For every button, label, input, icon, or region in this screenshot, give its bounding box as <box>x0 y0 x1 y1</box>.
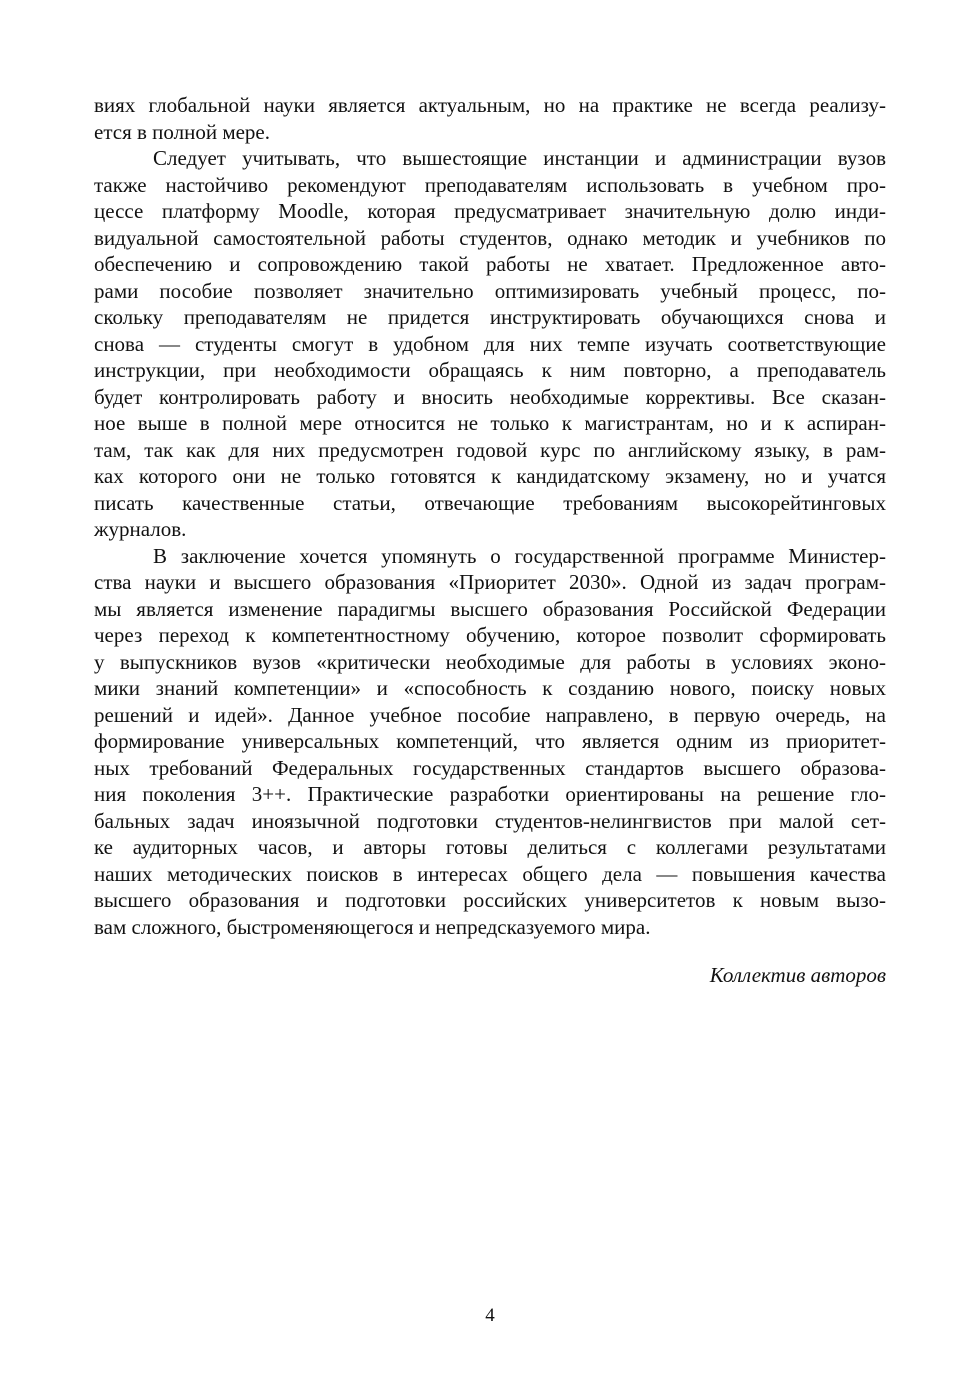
text-line: будет контролировать работу и вносить необходимые коррективы. Все сказан- <box>94 384 886 409</box>
text-line: инструкции, при необходимости обращаясь к ним повторно, а преподаватель <box>94 358 886 382</box>
text-line: ется в полной мере. <box>94 119 270 144</box>
paragraph-3 <box>94 543 886 941</box>
text-line: наших методических поисков в интересах общего дела — повышения качества <box>94 861 886 886</box>
text-line: мы является изменение парадигмы высшего образования Российской Федерации <box>94 596 886 621</box>
text-line: рами пособие позволяет значительно оптимизировать учебный процесс, по- <box>94 278 886 303</box>
text-line: формирование универсальных компетенций, что является одним из приоритет- <box>94 729 886 753</box>
text-line: журналов. <box>94 517 187 541</box>
page-number: 4 <box>485 1305 495 1326</box>
text-line: виях глобальной науки является актуальным, но на практике не всегда реализу- <box>94 93 886 117</box>
text-line: через переход к компетентностному обучению, которое позволит сформировать <box>94 623 886 647</box>
text-line: мики знаний компетенции» и «способность к созданию нового, поиску новых <box>94 676 886 700</box>
text-line: ния поколения 3++. Практические разработки ориентированы на решение гло- <box>94 782 886 806</box>
paragraph-2 <box>94 145 886 543</box>
text-line: ке аудиторных часов, и авторы готовы делиться с коллегами результатами <box>94 835 886 859</box>
text-line: видуальной самостоятельной работы студентов, однако методик и учебников по <box>94 225 886 250</box>
text-line: цессе платформу Moodle, которая предусматривает значительную долю инди- <box>94 199 886 223</box>
text-line: писать качественные статьи, отвечающие требованиям высокорейтинговых <box>94 490 886 515</box>
text-line: снова — студенты смогут в удобном для них темпе изучать соответствующие <box>94 331 886 356</box>
text-line: у выпускников вузов «критически необходимые для работы в условиях эконо- <box>94 649 886 674</box>
author-signature: Коллектив авторов <box>709 963 886 987</box>
text-line: также настойчиво рекомендуют преподавателям использовать в учебном про- <box>94 172 886 197</box>
text-line: бальных задач иноязычной подготовки студентов-нелингвистов при малой сет- <box>94 808 886 833</box>
text-line: решений и идей». Данное учебное пособие направлено, в первую очередь, на <box>94 702 886 727</box>
text-line: ное выше в полной мере относится не только к магистрантам, но и к аспиран- <box>94 411 886 435</box>
document-body <box>94 92 886 940</box>
text-line: В заключение хочется упомянуть о государственной программе Министер- <box>153 543 886 568</box>
text-line: вам сложного, быстроменяющегося и непредсказуемого мира. <box>94 914 651 939</box>
paragraph-1 <box>94 92 886 145</box>
text-line: Следует учитывать, что вышестоящие инстанции и администрации вузов <box>153 146 886 170</box>
text-line: обеспечению и сопровождению такой работы не хватает. Предложенное авто- <box>94 252 886 276</box>
text-line: скольку преподавателям не придется инструктировать обучающихся снова и <box>94 305 886 329</box>
text-line: высшего образования и подготовки российских университетов к новым вызо- <box>94 888 886 912</box>
text-line: там, так как для них предусмотрен годовой курс по английскому языку, в рам- <box>94 437 886 462</box>
text-line: ках которого они не только готовятся к кандидатскому экзамену, но и учатся <box>94 464 886 488</box>
text-line: ства науки и высшего образования «Приоритет 2030». Одной из задач програм- <box>94 570 886 594</box>
text-line: ных требований Федеральных государственных стандартов высшего образова- <box>94 755 886 780</box>
